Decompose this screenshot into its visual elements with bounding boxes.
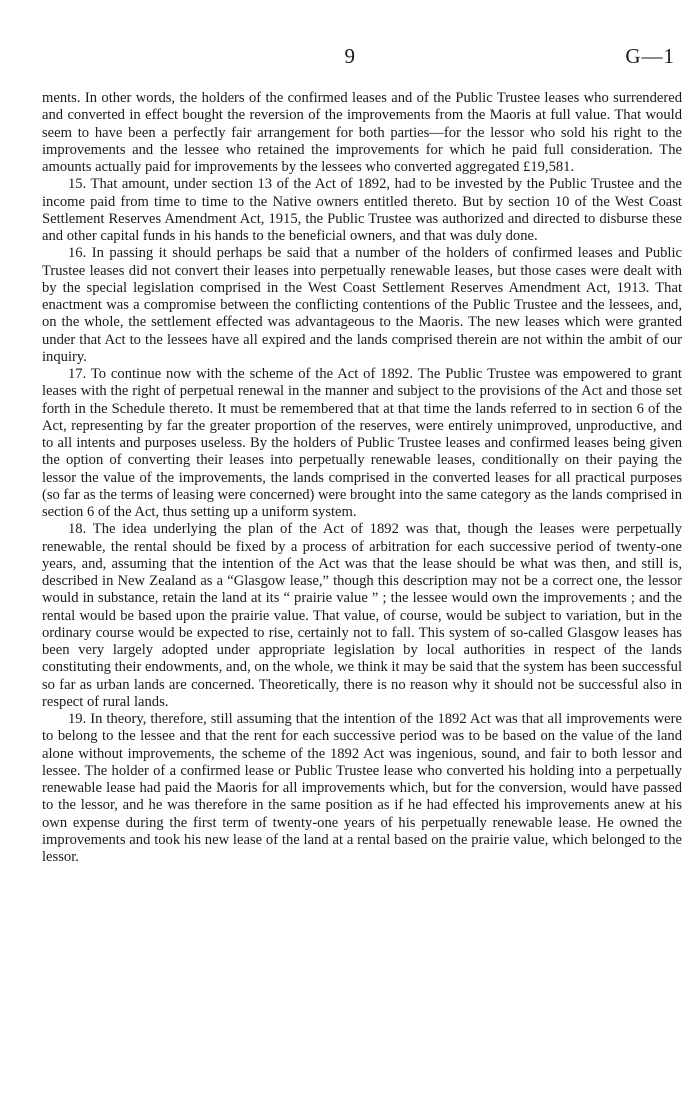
body-text [42,90,682,866]
paragraph-17: 17. To continue now with the scheme of the Act of 1892. The Public Trustee was empowered to grant leases with the right of perpetual renewal in the manner and subject to the provisions of the Act and those set forth in the Schedule thereto. It must be remembered that at that time the lands referred to in section 6 of the Act, representing by far the greater proportion of the reserves, were entirely unimproved, unproductive, and to all intents and purposes useless. By the holders of Public Trustee leases and confirmed leases being given the option of converting their leases into perpetually renewable leases, conditionally on their paying the lessor the value of the improvements, the lands comprised in the converted leases for all practical purposes (so far as the terms of leasing were concerned) were brought into the same category as the lands comprised in section 6 of the Act, thus setting up a uniform system. [42,366,682,520]
document-code: G—1 [625,44,675,68]
paragraph-16: 16. In passing it should perhaps be said that a number of the holders of confirmed leases and Public Trustee leases did not convert their leases into perpetually renewable leases, but those cases were dealt with by the special legislation comprised in the West Coast Settlement Reserves Amendment Act, 1913. That enactment was a compromise between the conflicting contentions of the Public Trustee and the lessees, and, on the whole, the settlement effected was advantageous to the Maoris. The new leases which were granted under that Act to the lessees have all expired and the lands comprised therein are not within the ambit of our inquiry. [42,245,682,365]
paragraph-19: 19. In theory, therefore, still assuming that the intention of the 1892 Act was that all improvements were to belong to the lessee and that the rent for each successive period was to be based on the value of the land alone without improvements, the scheme of the 1892 Act was ingenious, sound, and fair to both lessor and lessee. The holder of a confirmed lease or Public Trustee lease who converted his holding into a perpetually renewable lease had paid the Maoris for all improvements which, but for the conversion, would have passed to the lessor, and he was therefore in the same position as if he had effected his improvements anew at his own expense during the first term of twenty-one years of his perpetually renewable lease. He owned the improvements and took his new lease of the land at a rental based on the prairie value, which belonged to the lessor. [42,711,682,865]
paragraph-18: 18. The idea underlying the plan of the Act of 1892 was that, though the leases were perpetually renewable, the rental should be fixed by a process of arbitration for each successive period of twenty-one years, and, assuming that the intention of the Act was that the lease should be what was then, and still is, described in New Zealand as a “Glasgow lease,” though this description may not be a correct one, the lessor would in substance, retain the land at its “ prairie value ” ; the lessee would own the improvements ; and the rental would be based upon the prairie value. That value, of course, would be subject to variation, but in the ordinary course would be expected to rise, certainly not to fall. This system of so-called Glasgow leases has been very largely adopted under appropriate legislation by local authorities in respect of the lands constituting their endowments, and, on the whole, we think it may be said that the system has been successful so far as urban lands are concerned. Theoretically, there is no reason why it should not be successful also in respect of rural lands. [42,521,682,710]
paragraph-continuation: ments. In other words, the holders of the confirmed leases and of the Public Trustee leases who surrendered and converted in effect bought the reversion of the improvements from the Maoris at full value. That would seem to have been a perfectly fair arrangement for both parties—for the lessor who sold his right to the improvements and the lessee who retained the improvements for which he paid full consideration. The amounts actually paid for improvements by the lessees who converted aggregated £19,581. [42,90,682,175]
page-number: 9 [344,44,356,68]
paragraph-15: 15. That amount, under section 13 of the Act of 1892, had to be invested by the Public Trustee and the income paid from time to time to the Native owners entitled thereto. But by section 10 of the West Coast Settlement Reserves Amendment Act, 1915, the Public Trustee was authorized and directed to disburse these and other capital funds in his hands to the beneficial owners, and that was duly done. [42,176,682,244]
